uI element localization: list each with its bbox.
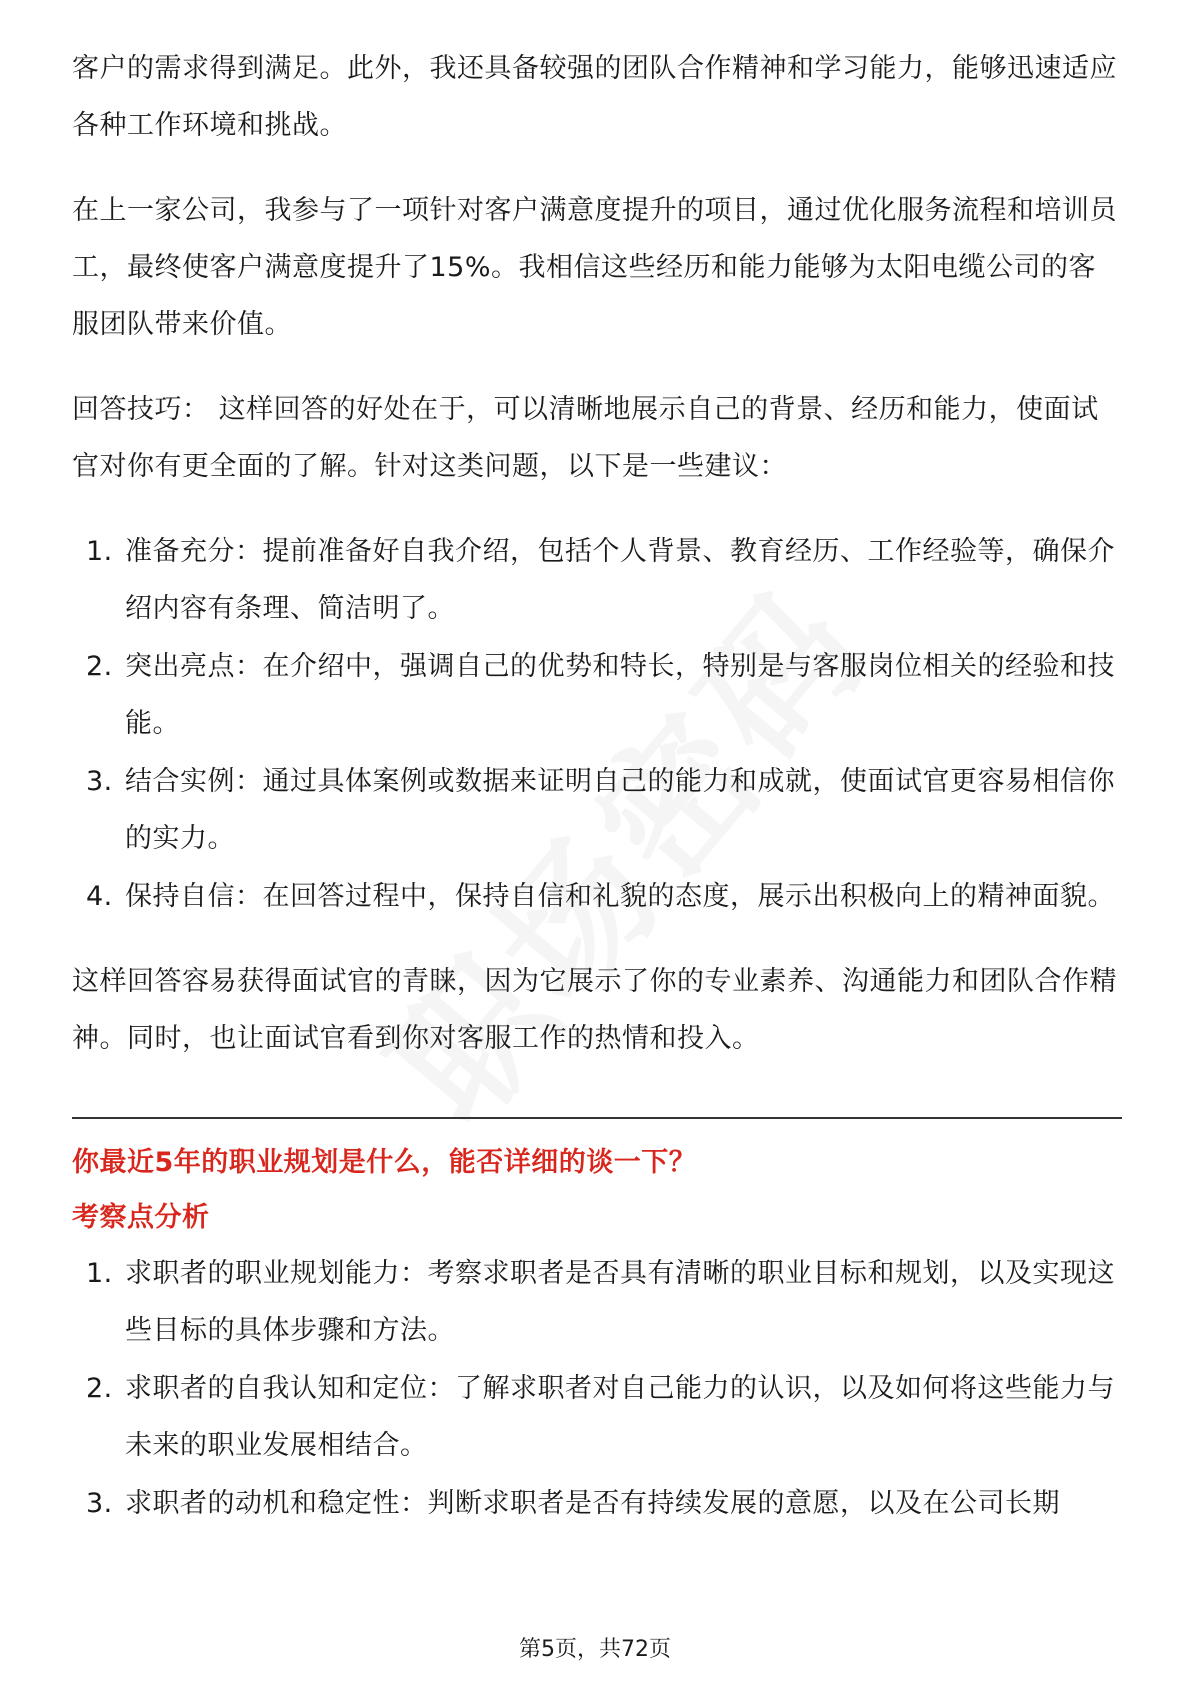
list-item <box>72 638 1122 752</box>
document-page <box>72 40 1122 1560</box>
list-item <box>72 1360 1122 1474</box>
analysis-heading: 考察点分析 <box>72 1202 210 1233</box>
list-item <box>72 868 1122 925</box>
list-item <box>72 753 1122 867</box>
question-heading: 你最近5年的职业规划是什么，能否详细的谈一下？ <box>72 1147 697 1178</box>
list-number: 4. <box>86 881 113 912</box>
page-footer: 第5页，共72页 <box>519 1637 671 1662</box>
list-number: 3. <box>86 1488 113 1519</box>
list-item-text: 准备充分：提前准备好自我介绍，包括个人背景、教育经历、工作经验等，确保介绍内容有条理、简洁明了。 <box>125 536 1115 624</box>
paragraph-intro-continued: 客户的需求得到满足。此外，我还具备较强的团队合作精神和学习能力，能够迅速适应各种工作环境和挑战。 <box>72 53 1117 141</box>
list-item-text: 求职者的动机和稳定性：判断求职者是否有持续发展的意愿，以及在公司长期 <box>125 1488 1060 1519</box>
paragraph-answer-tips: 回答技巧： 这样回答的好处在于，可以清晰地展示自己的背景、经历和能力，使面试官对你有更全面的了解。针对这类问题，以下是一些建议： <box>72 394 1099 482</box>
list-number: 1. <box>86 1258 113 1289</box>
list-item <box>72 1245 1122 1359</box>
list-item-text: 保持自信：在回答过程中，保持自信和礼貌的态度，展示出积极向上的精神面貌。 <box>125 881 1115 912</box>
paragraph-conclusion: 这样回答容易获得面试官的青睐，因为它展示了你的专业素养、沟通能力和团队合作精神。同时，也让面试官看到你对客服工作的热情和投入。 <box>72 966 1117 1054</box>
list-item-text: 求职者的自我认知和定位：了解求职者对自己能力的认识，以及如何将这些能力与未来的职业发展相结合。 <box>125 1373 1115 1461</box>
list-item-text: 突出亮点：在介绍中，强调自己的优势和特长，特别是与客服岗位相关的经验和技能。 <box>125 651 1115 739</box>
list-number: 3. <box>86 766 113 797</box>
list-item <box>72 523 1122 637</box>
list-number: 2. <box>86 651 113 682</box>
list-item <box>72 1475 1122 1532</box>
section-divider <box>72 1117 1122 1119</box>
list-item-text: 求职者的职业规划能力：考察求职者是否具有清晰的职业目标和规划，以及实现这些目标的具体步骤和方法。 <box>125 1258 1115 1346</box>
tips-list <box>72 523 1122 925</box>
list-number: 2. <box>86 1373 113 1404</box>
list-item-text: 结合实例：通过具体案例或数据来证明自己的能力和成就，使面试官更容易相信你的实力。 <box>125 766 1115 854</box>
list-number: 1. <box>86 536 113 567</box>
analysis-list <box>72 1245 1122 1532</box>
paragraph-previous-company: 在上一家公司，我参与了一项针对客户满意度提升的项目，通过优化服务流程和培训员工，最终使客户满意度提升了15%。我相信这些经历和能力能够为太阳电缆公司的客服团队带来价值。 <box>72 195 1117 340</box>
